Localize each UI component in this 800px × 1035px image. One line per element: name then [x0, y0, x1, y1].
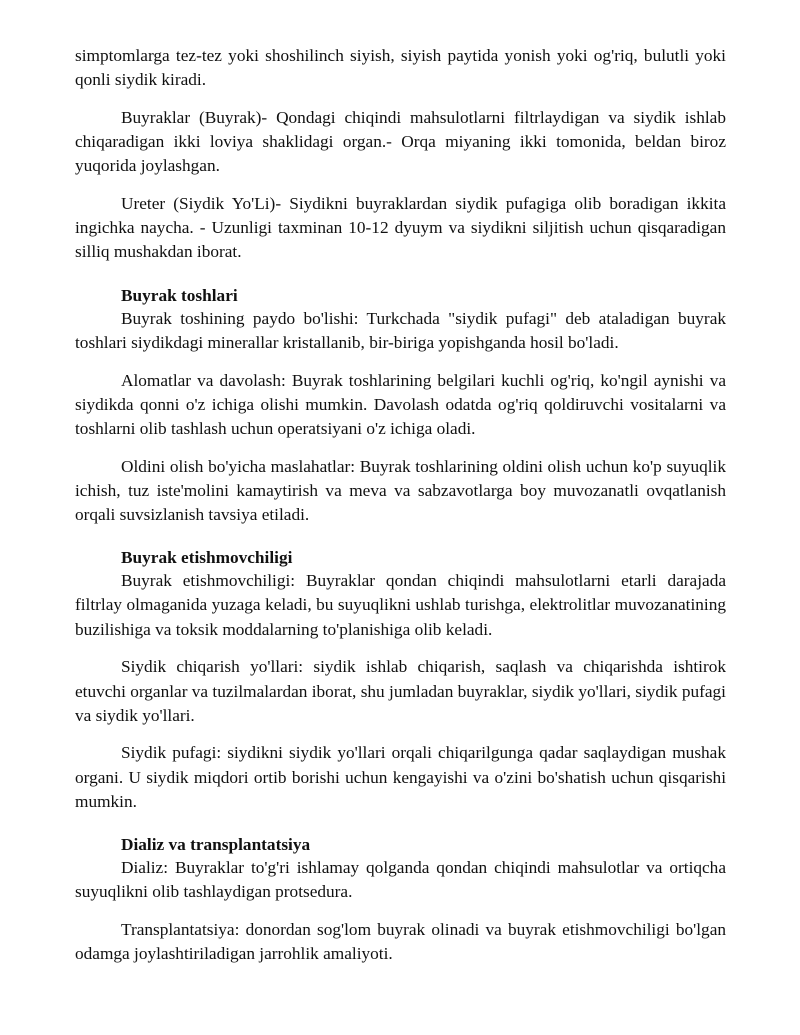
document-page: [75, 44, 726, 980]
kidneys-paragraph: Buyraklar (Buyrak)- Qondagi chiqindi mahsulotlarni filtrlaydigan va siydik ishlab chiqaradigan ikki loviya shaklidagi organ.- Orqa miyaning ikki tomonida, beldan biroz yuqorida joylashgan.: [75, 107, 726, 176]
section-paragraph: Oldini olish bo'yicha maslahatlar: Buyrak toshlarining oldini olish uchun ko'p suyuqlik ichish, tuz iste'molini kamaytirish va meva va sabzavotlarga boy muvozanatli ovqatlanish orqali suvsizlanish tavsiya etiladi.: [75, 456, 726, 525]
section-kidney-stones: [75, 285, 726, 528]
ureter-paragraph: Ureter (Siydik Yo'Li)- Siydikni buyraklardan siydik pufagiga olib boradigan ikkita ingichka naycha. - Uzunligi taxminan 10-12 dyuym va siydikni siljitish uchun qisqaradigan silliq mushakdan iborat.: [75, 194, 726, 262]
section-kidney-failure: [75, 547, 726, 814]
section-paragraph: Siydik pufagi: siydikni siydik yo'llari orqali chiqarilgunga qadar saqlaydigan mushak organi. U siydik miqdori ortib borishi uchun kengayishi va o'zini bo'shatish uchun qisqarishi mumkin.: [75, 743, 726, 811]
section-paragraph: Siydik chiqarish yo'llari: siydik ishlab chiqarish, saqlash va chiqarishda ishtirok etuvchi organlar va tuzilmalardan iborat, shu jumladan buyraklar, siydik yo'llari, siydik pufagi va siydik yo'llari.: [75, 657, 726, 725]
section-heading: Buyrak toshlari: [121, 285, 238, 305]
section-paragraph: Buyrak toshining paydo bo'lishi: Turkchada "siydik pufagi" deb ataladigan buyrak toshlari siydikdagi minerallar kristallanib, bir-biriga yopishganda hosil bo'ladi.: [75, 308, 726, 352]
section-heading: Buyrak etishmovchiligi: [121, 548, 293, 568]
intro-continuation-paragraph: simptomlarga tez-tez yoki shoshilinch siyish, siyish paytida yonish yoki og'riq, bulutli yoki qonli siydik kiradi.: [75, 46, 726, 90]
section-heading: Dializ va transplantatsiya: [121, 835, 311, 855]
section-paragraph: Buyrak etishmovchiligi: Buyraklar qondan chiqindi mahsulotlarni etarli darajada filtrlay olmaganida yuzaga keladi, bu suyuqlikni ushlab turishga, elektrolitlar muvozanatining buzilishiga va toksik moddalarning to'planishiga olib keladi.: [75, 571, 726, 639]
section-dialysis-transplant: [75, 834, 726, 966]
section-paragraph: Transplantatsiya: donordan sog'lom buyrak olinadi va buyrak etishmovchiligi bo'lgan odamga joylashtiriladigan jarrohlik amaliyoti.: [75, 919, 726, 964]
section-paragraph: Alomatlar va davolash: Buyrak toshlarining belgilari kuchli og'riq, ko'ngil aynishi va siydikda qonni o'z ichiga olishi mumkin. Davolash odatda og'riq qoldiruvchi vositalarni va toshlarni olib tashlash uchun operatsiyani o'z ichiga oladi.: [75, 370, 726, 438]
section-paragraph: Dializ: Buyraklar to'g'ri ishlamay qolganda qondan chiqindi mahsulotlar va ortiqcha suyuqlikni olib tashlaydigan protsedura.: [75, 858, 726, 902]
